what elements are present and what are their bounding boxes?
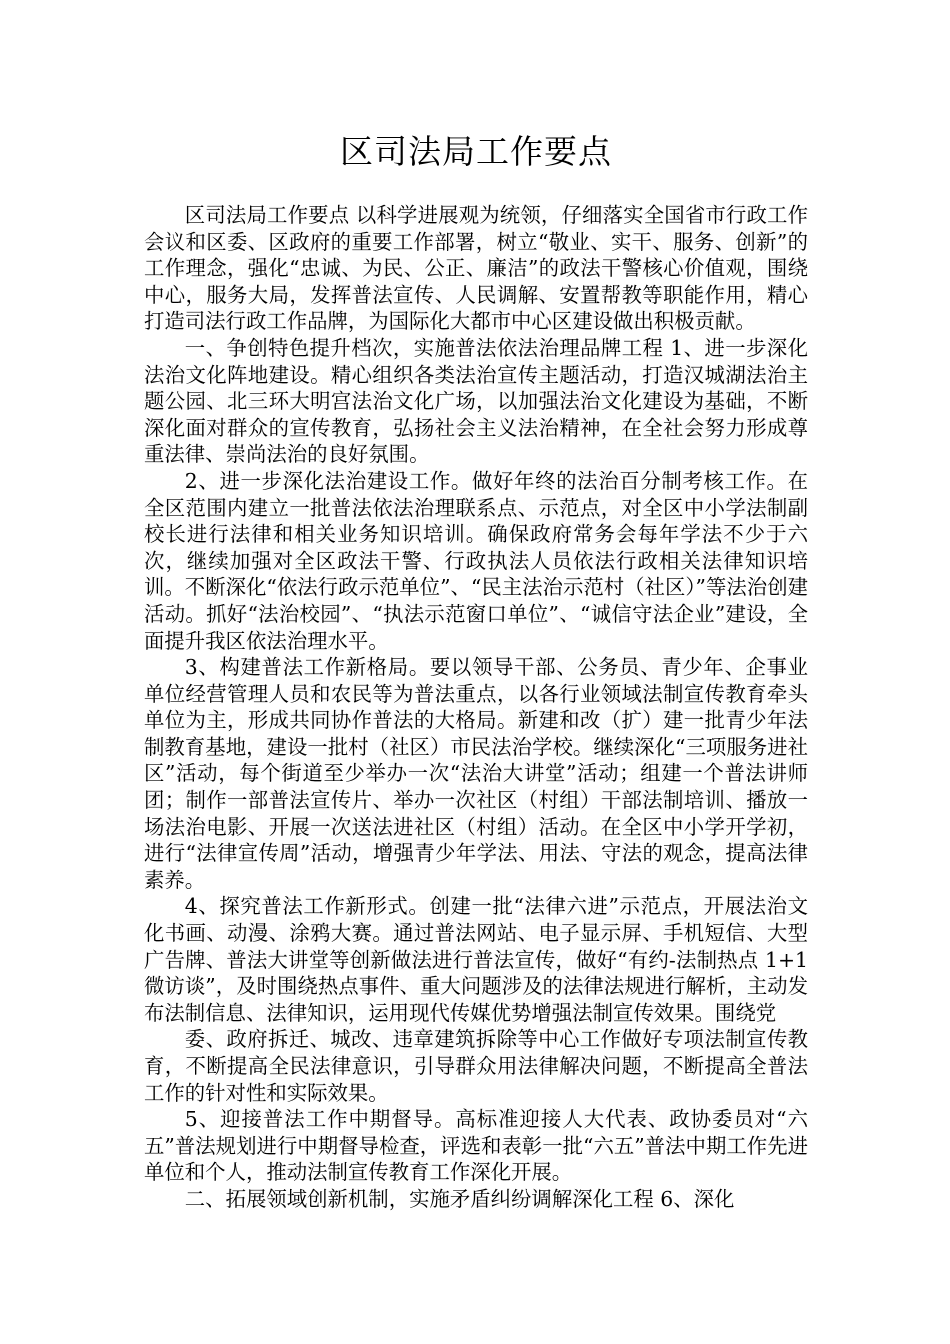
document-title: 区司法局工作要点 bbox=[340, 132, 612, 171]
paragraph-section-2: 二、拓展领域创新机制，实施矛盾纠纷调解深化工程 6、深化 bbox=[184, 1186, 735, 1211]
paragraph-item-4: 4、探究普法工作新形式。创建一批“法律六进”示范点，开展法治文化书画、动漫、涂鸦大赛。通过普法网站、电子显示屏、手机短信、大型广告牌、普法大讲堂等创新做法进行普法宣传，做好“有约-法制热点 1+1 微访谈”，及时围绕热点事件、重大问题涉及的法律法规进行解析，主动发布法制信息、法律知识，运用现代传媒优势增强法制宣传效果。围绕党 bbox=[144, 894, 808, 1025]
document-body bbox=[144, 202, 808, 1213]
paragraph-intro: 区司法局工作要点 以科学进展观为统领，仔细落实全国省市行政工作会议和区委、区政府的重要工作部署，树立“敬业、实干、服务、创新”的工作理念，强化“忠诚、为民、公正、廉洁”的政法干警核心价值观，围绕中心，服务大局，发挥普法宣传、人民调解、安置帮教等职能作用，精心打造司法行政工作品牌，为国际化大都市中心区建设做出积极贡献。 bbox=[144, 203, 808, 334]
paragraph-item-4-continued: 委、政府拆迁、城改、违章建筑拆除等中心工作做好专项法制宣传教育，不断提高全民法律意识，引导群众用法律解决问题，不断提高全普法工作的针对性和实际效果。 bbox=[144, 1027, 808, 1105]
paragraph-item-3: 3、构建普法工作新格局。要以领导干部、公务员、青少年、企事业单位经营管理人员和农民等为普法重点，以各行业领域法制宣传教育牵头单位为主，形成共同协作普法的大格局。新建和改（扩）建一批青少年法制教育基地，建设一批村（社区）市民法治学校。继续深化“三项服务进社区”活动，每个街道至少举办一次“法治大讲堂”活动；组建一个普法讲师团；制作一部普法宣传片、举办一次社区（村组）干部法制培训、播放一场法治电影、开展一次送法进社区（村组）活动。在全区中小学开学初，进行“法律宣传周”活动，增强青少年学法、用法、守法的观念，提高法律素养。 bbox=[144, 655, 808, 892]
paragraph-item-5: 5、迎接普法工作中期督导。高标准迎接人大代表、政协委员对“六五”普法规划进行中期督导检查，评选和表彰一批“六五”普法中期工作先进单位和个人，推动法制宣传教育工作深化开展。 bbox=[144, 1107, 808, 1185]
paragraph-section-1-item-1: 一、争创特色提升档次，实施普法依法治理品牌工程 1、进一步深化法治文化阵地建设。精心组织各类法治宣传主题活动，打造汉城湖法治主题公园、北三环大明宫法治文化广场，以加强法治文化建设为基础，不断深化面对群众的宣传教育，弘扬社会主义法治精神，在全社会努力形成尊重法律、崇尚法治的良好氛围。 bbox=[144, 335, 808, 467]
paragraph-item-2: 2、进一步深化法治建设工作。做好年终的法治百分制考核工作。在全区范围内建立一批普法依法治理联系点、示范点，对全区中小学法制副校长进行法律和相关业务知识培训。确保政府常务会每年学法不少于六次，继续加强对全区政法干警、行政执法人员依法行政相关法律知识培训。不断深化“依法行政示范单位”、“民主法治示范村（社区）”等法治创建活动。抓好“法治校园”、“执法示范窗口单位”、“诚信守法企业”建设，全面提升我区依法治理水平。 bbox=[144, 468, 808, 653]
